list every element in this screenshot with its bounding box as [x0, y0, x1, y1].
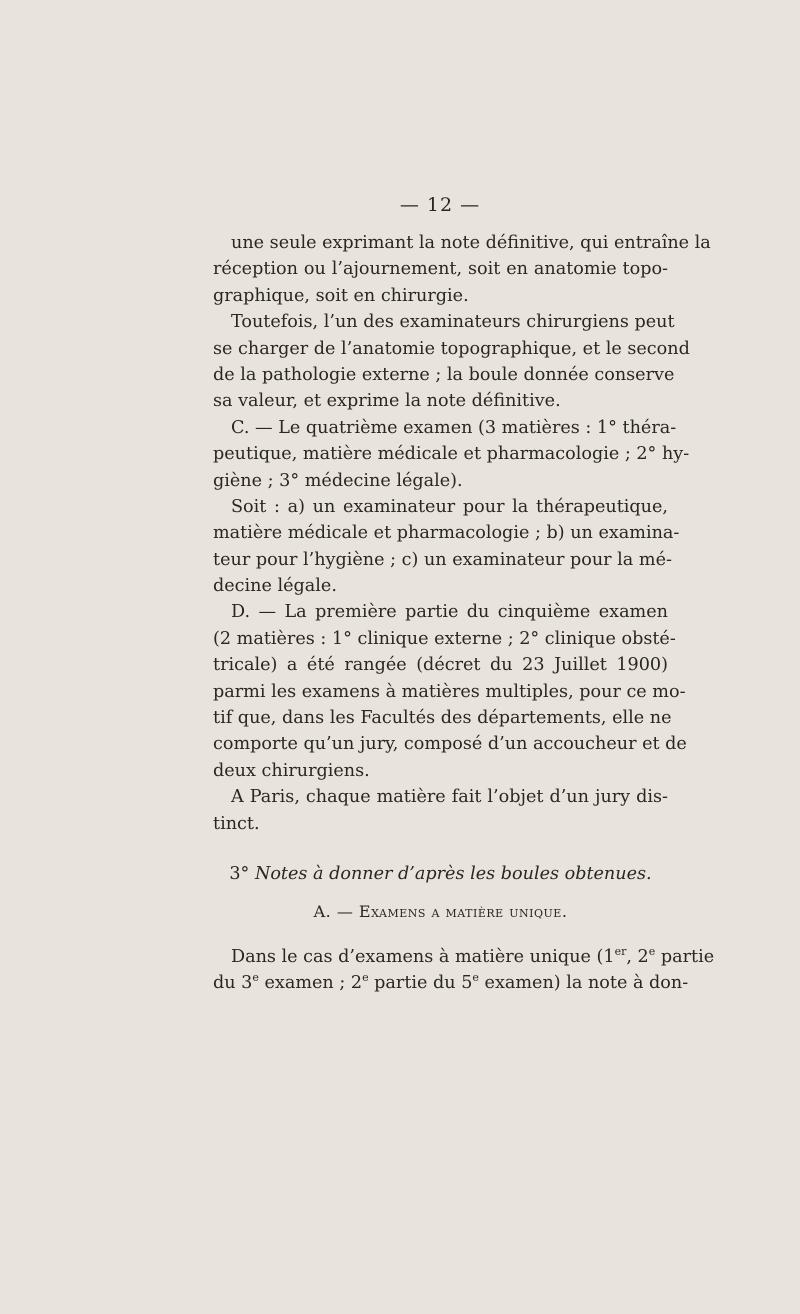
text-line: sa valeur, et exprime la note définitive. [213, 391, 561, 412]
paragraph-list [213, 230, 711, 837]
text-line: comporte qu’un jury, composé d’un accoucheur et de [213, 734, 687, 755]
paragraph [213, 599, 687, 784]
text-line: réception ou l’ajournement, soit en anatomie topo- [213, 259, 668, 280]
final-line-2: du 3e examen ; 2e partie du 5e examen) la note à don- [213, 971, 689, 994]
text-line: tif que, dans les Facultés des départements, elle ne [213, 708, 672, 729]
text-line: peutique, matière médicale et pharmacologie ; 2° hy- [213, 444, 690, 465]
page-number: — 12 — [399, 194, 481, 216]
text-line: Toutefois, l’un des examinateurs chirurgiens peut [231, 312, 675, 333]
text-line: teur pour l’hygiène ; c) un examinateur pour la mé- [213, 549, 672, 570]
text-line: C. — Le quatrième examen (3 matières : 1° théra- [231, 417, 677, 438]
text-line: (2 matières : 1° clinique externe ; 2° clinique obsté- [213, 628, 676, 649]
text-line: decine légale. [213, 576, 337, 597]
section-title: Notes à donner d’après les boules obtenues. [254, 863, 652, 884]
text-line: matière médicale et pharmacologie ; b) un examina- [213, 523, 680, 544]
paragraph [213, 784, 668, 837]
paragraph [213, 309, 690, 415]
text-line: tricale) a été rangée (décret du 23 Juillet 1900) [213, 655, 668, 676]
body-text [213, 230, 715, 997]
text-line: Soit : a) un examinateur pour la thérapeutique, [231, 496, 668, 517]
section-heading [213, 861, 668, 887]
text-line: giène ; 3° médecine légale). [213, 470, 463, 491]
final-paragraph [213, 944, 715, 997]
final-line-1: Dans le cas d’examens à matière unique (1er, 2e partie [231, 944, 715, 967]
text-line: se charger de l’anatomie topographique, et le second [213, 338, 690, 359]
subheading: A. — Examens a matière unique. [313, 902, 568, 922]
paragraph [213, 494, 680, 600]
text-line: tinct. [213, 813, 260, 834]
text-line: parmi les examens à matières multiples, pour ce mo- [213, 681, 686, 702]
section-number: 3° [229, 863, 250, 884]
text-line: de la pathologie externe ; la boule donnée conserve [213, 364, 675, 385]
text-line: deux chirurgiens. [213, 760, 370, 781]
paragraph [213, 415, 690, 494]
text-line: graphique, soit en chirurgie. [213, 285, 469, 306]
text-line: A Paris, chaque matière fait l’objet d’un jury dis- [231, 787, 668, 808]
text-line: une seule exprimant la note définitive, qui entraîne la [231, 233, 711, 253]
text-line: D. — La première partie du cinquième examen [231, 602, 668, 623]
paragraph [213, 230, 711, 309]
